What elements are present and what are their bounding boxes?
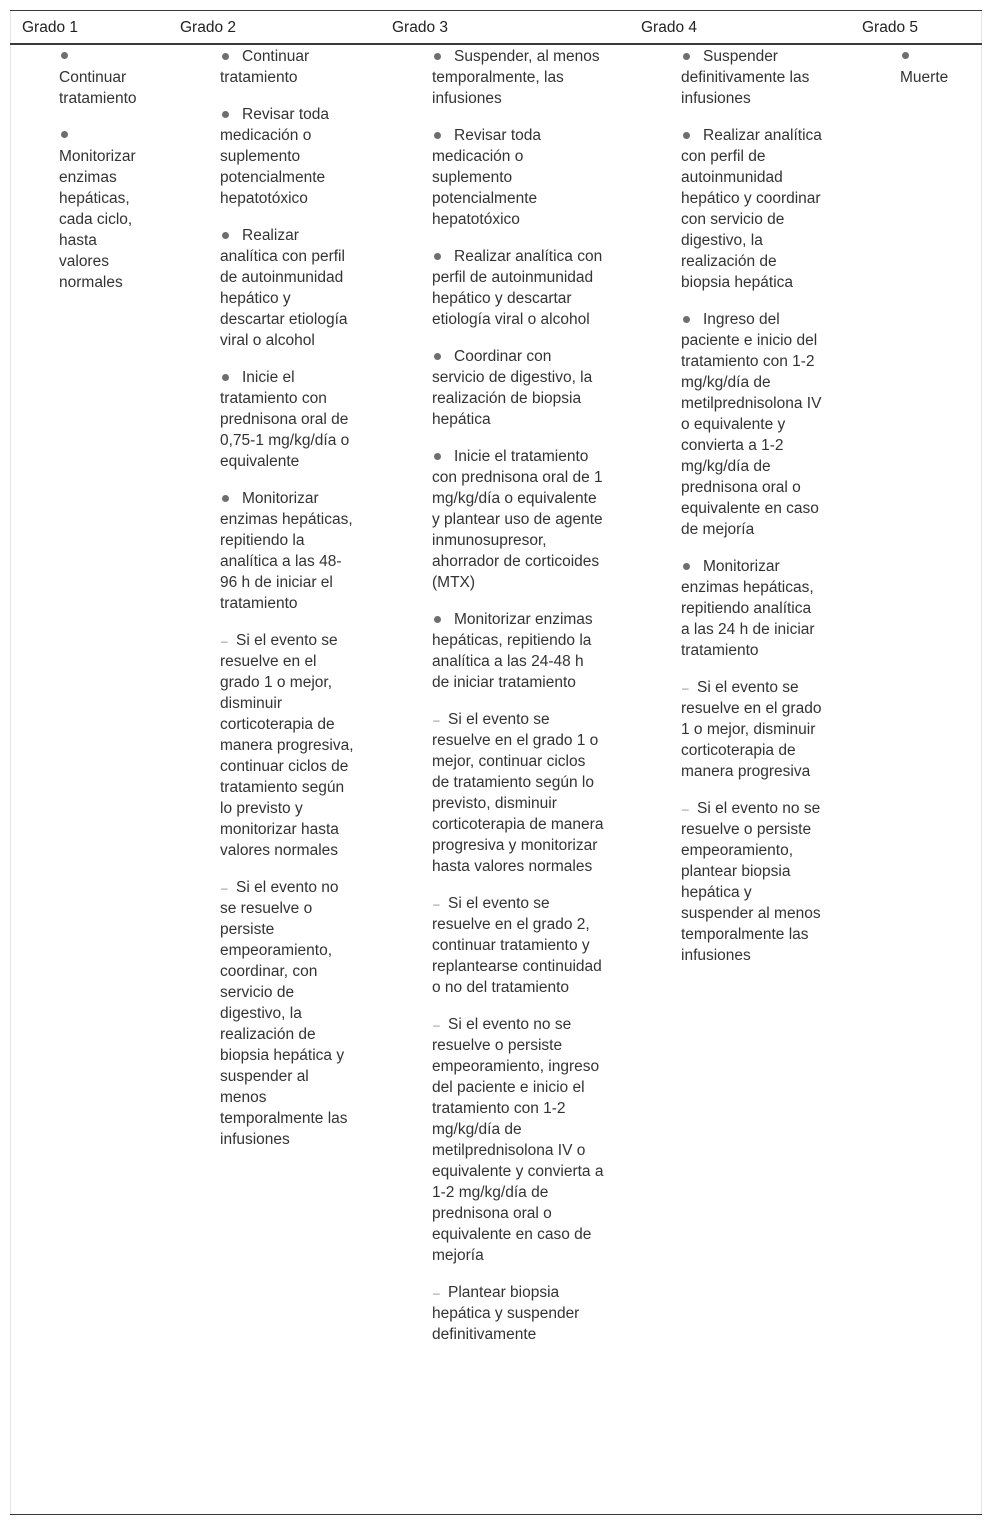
table-bottom-rule bbox=[10, 1514, 982, 1515]
bullet-icon bbox=[683, 132, 690, 139]
bullet-icon bbox=[222, 111, 229, 118]
list-item-text: Inicie el tratamiento con prednisona oral de 1 mg/kg/día o equivalente y plantear uso de agente inmunosupresor, ahorrador de corticoides (MTX) bbox=[432, 448, 603, 591]
column-grado-1 bbox=[59, 46, 149, 309]
list-item-text: Realizar analítica con perfil de autoinmunidad hepático y descartar etiología viral o alcohol bbox=[220, 227, 348, 349]
dash-marker: – bbox=[682, 681, 689, 695]
bullet-icon bbox=[222, 53, 229, 60]
list-item-text: Si el evento se resuelve en el grado 1 o mejor, disminuir corticoterapia de manera progresiva, continuar ciclos de tratamiento según lo previsto y monitorizar hasta valores normales bbox=[220, 632, 354, 859]
bullet-icon bbox=[434, 453, 441, 460]
header-grado-1: Grado 1 bbox=[22, 19, 79, 36]
dash-marker: – bbox=[433, 897, 440, 911]
list-item-text: Continuar tratamiento bbox=[220, 48, 310, 86]
list-item bbox=[681, 125, 823, 293]
list-item bbox=[220, 46, 356, 88]
list-item bbox=[432, 446, 604, 593]
list-item-text: Monitorizar enzimas hepáticas, repitiendo la analítica a las 48-96 h de iniciar el tratamiento bbox=[220, 490, 353, 612]
bullet-icon bbox=[222, 495, 229, 502]
list-item bbox=[220, 225, 356, 351]
list-item-text: Monitorizar enzimas hepáticas, cada ciclo, hasta valores normales bbox=[59, 148, 136, 291]
dash-marker: – bbox=[221, 881, 228, 895]
list-item-text: Suspender, al menos temporalmente, las infusiones bbox=[432, 48, 600, 107]
list-item-text: Si el evento no se resuelve o persiste empeoramiento, coordinar, con servicio de digestivo, la realización de biopsia hepática y suspender al menos temporalmente las infusiones bbox=[220, 879, 348, 1148]
header-grado-5: Grado 5 bbox=[862, 19, 919, 36]
bullet-icon bbox=[61, 131, 68, 138]
bullet-icon bbox=[434, 616, 441, 623]
list-item-text: Ingreso del paciente e inicio del tratamiento con 1-2 mg/kg/día de metilprednisolona IV o equivalente y convierta a 1-2 mg/kg/día de prednisona oral o equivalente en caso de mejoría bbox=[681, 311, 822, 538]
dash-marker: – bbox=[433, 713, 440, 727]
list-subitem bbox=[220, 630, 356, 861]
list-subitem bbox=[681, 798, 823, 966]
list-item bbox=[432, 346, 604, 430]
bullet-icon bbox=[683, 563, 690, 570]
list-subitem bbox=[681, 677, 823, 782]
list-item-text: Si el evento se resuelve en el grado 1 o mejor, continuar ciclos de tratamiento según lo previsto, disminuir corticoterapia de manera progresiva y monitorizar hasta valores normales bbox=[432, 711, 604, 875]
bullet-icon bbox=[434, 353, 441, 360]
list-item-text: Si el evento no se resuelve o persiste empeoramiento, plantear biopsia hepática y suspender al menos temporalmente las infusiones bbox=[681, 800, 821, 964]
bullet-icon bbox=[683, 316, 690, 323]
list-subitem bbox=[432, 893, 604, 998]
list-item bbox=[681, 556, 823, 661]
column-grado-2 bbox=[220, 46, 356, 1166]
list-subitem bbox=[432, 1282, 604, 1345]
header-grado-3: Grado 3 bbox=[392, 19, 449, 36]
bullet-icon bbox=[434, 132, 441, 139]
header-grado-2: Grado 2 bbox=[180, 19, 237, 36]
dash-marker: – bbox=[433, 1286, 440, 1300]
list-item-text: Continuar tratamiento bbox=[59, 69, 137, 107]
dash-marker: – bbox=[682, 802, 689, 816]
list-item bbox=[432, 125, 604, 230]
list-subitem bbox=[432, 1014, 604, 1266]
list-item-text: Si el evento se resuelve en el grado 1 o mejor, disminuir corticoterapia de manera progresiva bbox=[681, 679, 822, 780]
list-item bbox=[220, 104, 356, 209]
table-header-rule bbox=[10, 43, 982, 45]
bullet-icon bbox=[434, 53, 441, 60]
list-item bbox=[432, 46, 604, 109]
list-item bbox=[681, 309, 823, 540]
list-item bbox=[220, 488, 356, 614]
list-item-text: Monitorizar enzimas hepáticas, repitiendo la analítica a las 24-48 h de iniciar tratamiento bbox=[432, 611, 593, 691]
list-item-text: Realizar analítica con perfil de autoinmunidad hepático y descartar etiología viral o alcohol bbox=[432, 248, 603, 328]
list-item-text: Coordinar con servicio de digestivo, la realización de biopsia hepática bbox=[432, 348, 593, 428]
list-item-text: Suspender definitivamente las infusiones bbox=[681, 48, 810, 107]
bullet-icon bbox=[683, 53, 690, 60]
dash-marker: – bbox=[433, 1018, 440, 1032]
column-grado-3 bbox=[432, 46, 604, 1361]
bullet-icon bbox=[222, 374, 229, 381]
list-item bbox=[432, 609, 604, 693]
list-item-text: Revisar toda medicación o suplemento potencialmente hepatotóxico bbox=[432, 127, 542, 228]
list-subitem bbox=[220, 877, 356, 1150]
bullet-icon bbox=[902, 52, 909, 59]
list-item-text: Plantear biopsia hepática y suspender definitivamente bbox=[432, 1284, 580, 1343]
dash-marker: – bbox=[221, 634, 228, 648]
list-item-text: Realizar analítica con perfil de autoinmunidad hepático y coordinar con servicio de digestivo, la realización de biopsia hepática bbox=[681, 127, 822, 291]
list-item bbox=[59, 125, 149, 293]
list-item-text: Si el evento no se resuelve o persiste empeoramiento, ingreso del paciente e inicio el tratamiento con 1-2 mg/kg/día de metilprednisolona IV o equivalente y convierta a 1-2 mg/kg/día de prednisona oral o equivalente en caso de mejoría bbox=[432, 1016, 604, 1264]
column-grado-5 bbox=[900, 46, 970, 104]
header-grado-4: Grado 4 bbox=[641, 19, 698, 36]
list-subitem bbox=[432, 709, 604, 877]
list-item bbox=[432, 246, 604, 330]
list-item-text: Revisar toda medicación o suplemento potencialmente hepatotóxico bbox=[220, 106, 330, 207]
column-grado-4 bbox=[681, 46, 823, 982]
list-item-text: Monitorizar enzimas hepáticas, repitiendo analítica a las 24 h de iniciar tratamiento bbox=[681, 558, 815, 659]
list-item bbox=[681, 46, 823, 109]
bullet-icon bbox=[434, 253, 441, 260]
list-item bbox=[59, 46, 149, 109]
list-item-text: Si el evento se resuelve en el grado 2, continuar tratamiento y replantearse continuidad o no del tratamiento bbox=[432, 895, 602, 996]
list-item bbox=[220, 367, 356, 472]
list-item bbox=[900, 46, 970, 88]
bullet-icon bbox=[222, 232, 229, 239]
list-item-text: Inicie el tratamiento con prednisona oral de 0,75-1 mg/kg/día o equivalente bbox=[220, 369, 350, 470]
list-item-text: Muerte bbox=[900, 69, 949, 86]
table-top-rule bbox=[10, 10, 982, 11]
bullet-icon bbox=[61, 52, 68, 59]
